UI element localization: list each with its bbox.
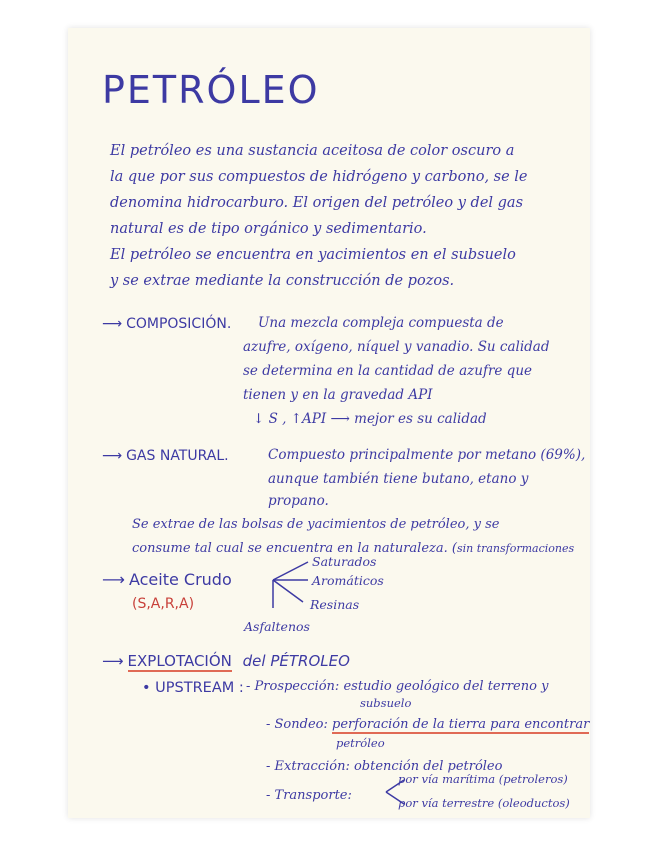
explotacion-heading (102, 652, 350, 670)
aceite-branch-lines (68, 28, 590, 818)
gas-line: aunque también tiene butano, etano y (268, 471, 529, 487)
upstream-heading: • UPSTREAM : (142, 680, 244, 696)
upstream-item-text: por vía marítima (petroleros) (398, 772, 568, 786)
gas-line-note: sin transformaciones (456, 542, 575, 555)
explotacion-label-rest: del PÉTROLEO (242, 652, 350, 670)
aceite-branch: Aromáticos (312, 573, 384, 588)
upstream-item: - Transporte: (266, 788, 352, 803)
upstream-item-cont: subsuelo (360, 696, 412, 710)
gas-line-text: consume tal cual se encuentra en la naturaleza. ( (132, 541, 457, 556)
composicion-line: tienen y en la gravedad API (243, 387, 433, 403)
arrow-icon: ⟶ (102, 652, 124, 670)
intro-line: El petróleo es una sustancia aceitosa de color oscuro a (110, 143, 515, 159)
page-title: PETRÓLEO (102, 68, 320, 112)
aceite-label: Aceite Crudo (128, 570, 232, 589)
gas-line: Compuesto principalmente por metano (69%), (268, 447, 586, 463)
arrow-icon: ⟶ (102, 316, 123, 332)
explotacion-label: EXPLOTACIÓN (127, 652, 232, 670)
gas-line: propano. (268, 493, 329, 509)
composicion-quality-rule: ↓ S , ↑API ⟶ mejor es su calidad (253, 411, 487, 427)
intro-line: El petróleo se encuentra en yacimientos en el subsuelo (110, 247, 516, 263)
composicion-label: COMPOSICIÓN. (126, 316, 232, 332)
intro-line: denomina hidrocarburo. El origen del petróleo y del gas (110, 195, 524, 211)
upstream-item-cont: por vía terrestre (oleoductos) (398, 796, 570, 810)
notebook-page (68, 28, 590, 818)
aceite-branch: Asfaltenos (244, 619, 310, 634)
arrow-icon: ⟶ (102, 448, 123, 464)
composicion-line: Una mezcla compleja compuesta de (258, 315, 504, 331)
gas-line: Se extrae de las bolsas de yacimientos de petróleo, y se (132, 517, 500, 532)
upstream-item-label: - Prospección: (246, 679, 340, 694)
upstream-item-text: perforación de la tierra para encontrar (332, 717, 590, 732)
upstream-item-text: obtención del petróleo (353, 759, 503, 774)
upstream-item (266, 714, 589, 736)
arrow-icon: ⟶ (102, 570, 125, 589)
upstream-item-label: - Extracción: (266, 759, 350, 774)
aceite-branch: Resinas (310, 597, 360, 612)
intro-line: la que por sus compuestos de hidrógeno y carbono, se le (110, 169, 528, 185)
upstream-item-label: - Sondeo: (266, 717, 328, 732)
composicion-line: azufre, oxígeno, níquel y vanadio. Su calidad (243, 339, 550, 355)
aceite-branch: Saturados (312, 554, 377, 569)
composicion-line: se determina en la cantidad de azufre que (243, 363, 532, 379)
aceite-abbreviation: (S,A,R,A) (132, 596, 195, 612)
intro-line: natural es de tipo orgánico y sedimentario. (110, 221, 427, 237)
upstream-item-text: estudio geológico del terreno y (343, 679, 549, 694)
gas-label: GAS NATURAL. (126, 448, 229, 464)
intro-line: y se extrae mediante la construcción de pozos. (110, 273, 455, 289)
upstream-item-cont: petróleo (336, 736, 385, 750)
